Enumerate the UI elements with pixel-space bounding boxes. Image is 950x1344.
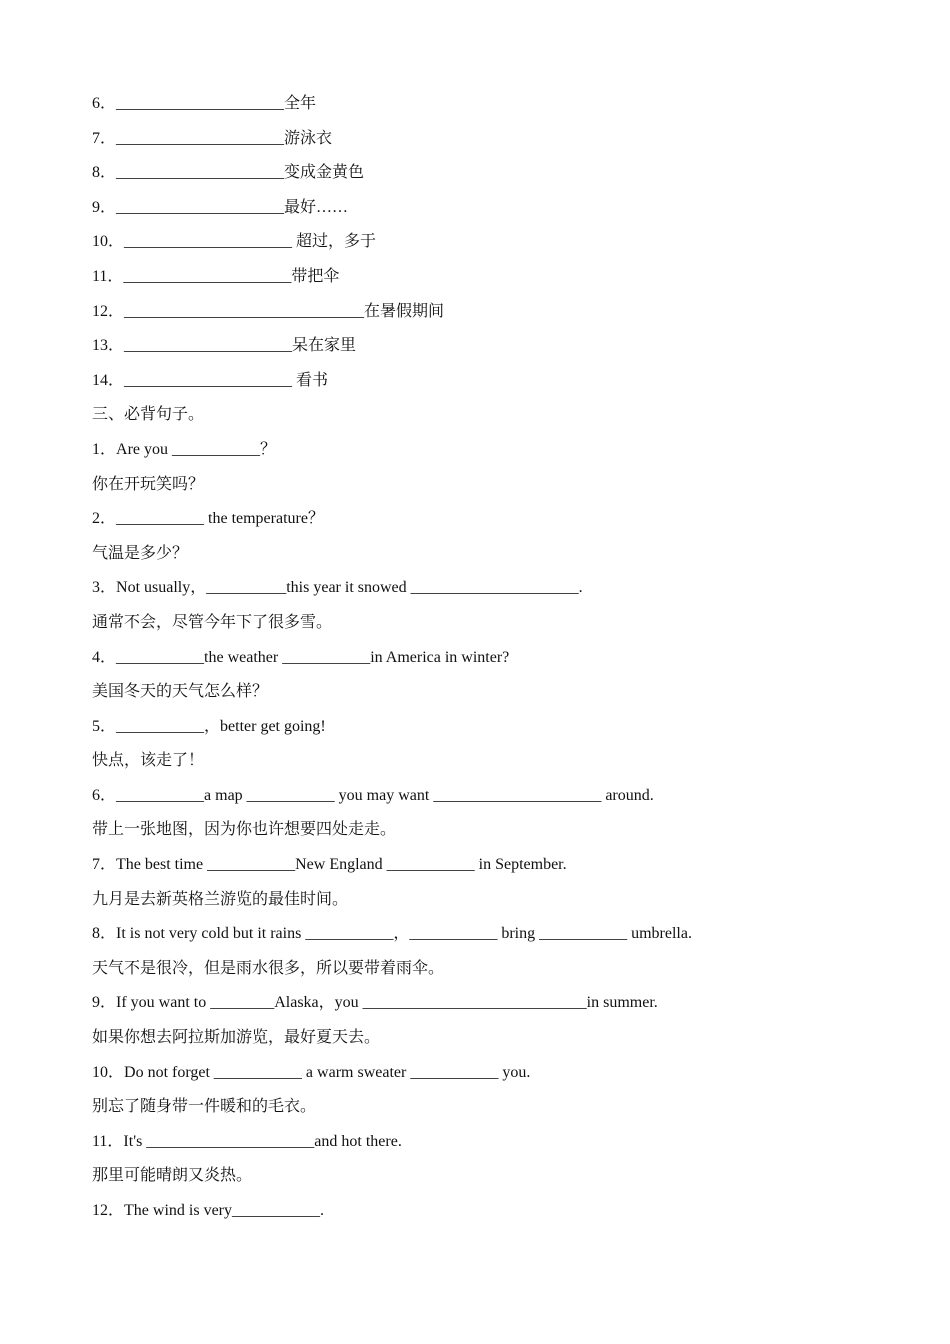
- item-number: 12．: [92, 1202, 125, 1219]
- sentence-4-chinese: 美国冬天的天气怎么样？: [92, 683, 269, 701]
- item-text: _____________________变成金黄色: [116, 164, 365, 182]
- sentence-11-english: [92, 1132, 872, 1152]
- item-number: 11．: [92, 1132, 124, 1150]
- item-number: 7．: [92, 129, 117, 147]
- vocab-item-12: [92, 302, 872, 322]
- item-text: _____________________ 超过，多于: [124, 233, 377, 251]
- item-number: 4．: [92, 648, 117, 666]
- item-number: 8．: [92, 164, 117, 182]
- item-number: 5．: [92, 717, 117, 735]
- item-text: _____________________全年: [116, 95, 317, 112]
- sentence-text: Do not forget ___________ a warm sweater ___________ you.: [124, 1063, 531, 1081]
- sentence-text: ___________the weather ___________in America in winter?: [116, 648, 510, 666]
- item-number: 14．: [92, 371, 125, 389]
- sentence-text: The best time ___________New England ___________ in September.: [116, 856, 567, 874]
- item-text: _____________________带把伞: [123, 267, 340, 285]
- sentence-3-chinese: 通常不会，尽管今年下了很多雪。: [92, 613, 333, 631]
- sentence-text: ___________ the temperature？: [116, 510, 324, 528]
- item-number: 9．: [92, 198, 117, 216]
- vocab-item-6: [92, 94, 872, 114]
- item-number: 11．: [92, 267, 124, 285]
- item-number: 2．: [92, 510, 117, 528]
- sentence-2-chinese: 气温是多少？: [92, 544, 189, 562]
- sentence-9-english: [92, 993, 872, 1013]
- sentence-11-chinese: 那里可能晴朗又炎热。: [92, 1167, 253, 1185]
- sentence-4-english: [92, 648, 872, 668]
- section-heading: 三、必背句子。: [92, 406, 205, 424]
- item-number: 7．: [92, 856, 117, 874]
- item-text: _____________________ 看书: [124, 371, 329, 389]
- item-text: _____________________最好……: [116, 198, 349, 216]
- sentence-text: Not usually，__________this year it snowed _____________________.: [116, 579, 583, 597]
- vocab-item-10: [92, 232, 872, 252]
- item-number: 1．: [92, 440, 117, 458]
- vocab-item-8: [92, 163, 872, 183]
- sentence-6-english: [92, 786, 872, 806]
- item-number: 12．: [92, 302, 125, 320]
- vocab-item-9: [92, 198, 872, 218]
- item-number: 10．: [92, 233, 125, 251]
- sentence-2-english: [92, 509, 872, 529]
- sentence-text: Are you ___________？: [116, 440, 277, 458]
- sentence-7-chinese: 九月是去新英格兰游览的最佳时间。: [92, 890, 349, 908]
- item-number: 6．: [92, 786, 117, 804]
- sentence-1-chinese: 你在开玩笑吗？: [92, 475, 205, 493]
- sentence-9-chinese: 如果你想去阿拉斯加游览，最好夏天去。: [92, 1029, 381, 1047]
- sentence-5-chinese: 快点，该走了！: [92, 752, 205, 770]
- sentence-text: It's _____________________and hot there.: [123, 1132, 402, 1150]
- sentence-5-english: [92, 717, 872, 737]
- item-text: ______________________________在暑假期间: [124, 302, 445, 320]
- sentence-8-chinese: 天气不是很冷，但是雨水很多，所以要带着雨伞。: [92, 959, 445, 977]
- sentence-text: ___________，better get going!: [116, 717, 326, 735]
- sentence-1-english: [92, 440, 872, 460]
- item-number: 13．: [92, 337, 125, 355]
- sentence-text: If you want to ________Alaska，you ____________________________in summer.: [116, 994, 658, 1012]
- sentence-10-english: [92, 1063, 872, 1083]
- item-number: 10．: [92, 1063, 125, 1081]
- sentence-6-chinese: 带上一张地图，因为你也许想要四处走走。: [92, 821, 397, 839]
- item-text: _____________________呆在家里: [124, 337, 357, 355]
- sentence-8-english: [92, 924, 872, 944]
- sentence-text: It is not very cold but it rains ___________，___________ bring ___________ umbrella.: [116, 925, 692, 943]
- item-number: 6．: [92, 95, 117, 112]
- vocab-item-13: [92, 336, 872, 356]
- sentence-3-english: [92, 578, 872, 598]
- sentence-text: The wind is very___________.: [124, 1202, 324, 1219]
- vocab-item-11: [92, 267, 872, 287]
- sentence-7-english: [92, 855, 872, 875]
- item-number: 3．: [92, 579, 117, 597]
- worksheet-page: [92, 94, 872, 1236]
- sentence-10-chinese: 别忘了随身带一件暖和的毛衣。: [92, 1098, 317, 1116]
- item-number: 9．: [92, 994, 117, 1012]
- vocab-item-7: [92, 129, 872, 149]
- item-number: 8．: [92, 925, 117, 943]
- vocab-item-14: [92, 371, 872, 391]
- sentence-12-english: [92, 1201, 872, 1221]
- sentence-text: ___________a map ___________ you may want _____________________ around.: [116, 786, 654, 804]
- item-text: _____________________游泳衣: [116, 129, 333, 147]
